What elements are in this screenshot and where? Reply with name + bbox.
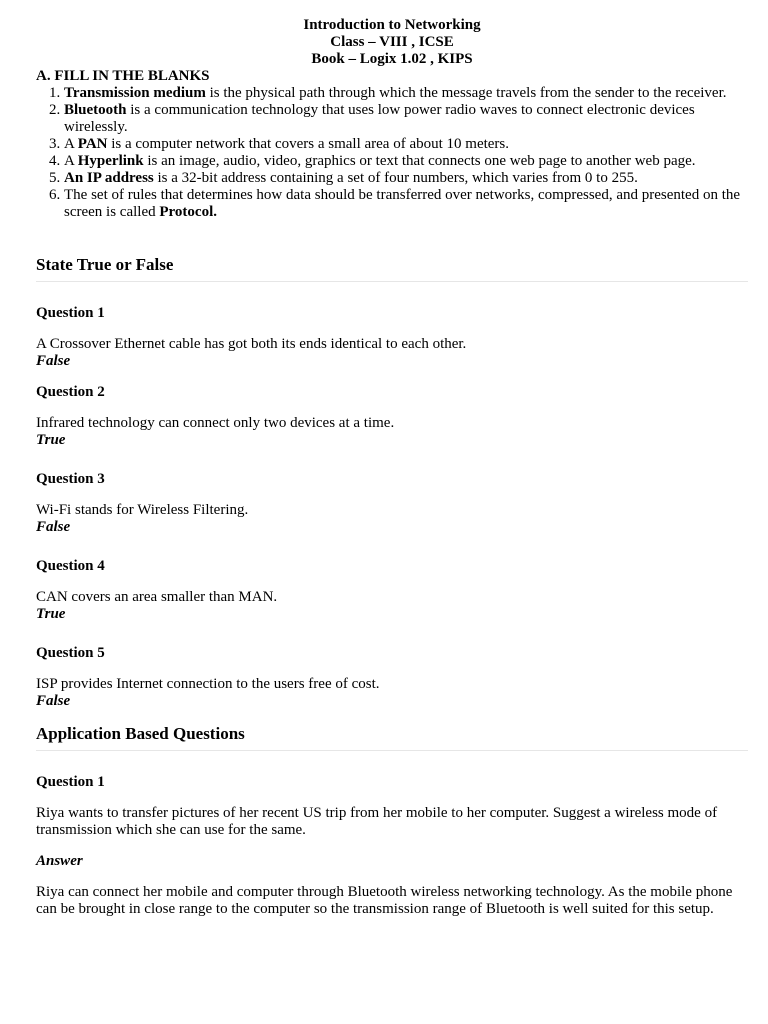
item-post: is a communication technology that uses low power radio waves to connect electronic devices wirelessly. — [64, 102, 695, 135]
question-text: ISP provides Internet connection to the users free of cost. — [36, 676, 380, 692]
true-false-heading: State True or False — [36, 255, 748, 282]
tf-question-5 — [36, 645, 748, 710]
header-class: Class – VIII , ICSE — [330, 34, 454, 50]
answer-label: Answer — [36, 853, 83, 869]
item-answer: Transmission medium — [64, 85, 206, 101]
fill-blanks-list — [36, 85, 748, 221]
app-question-1 — [36, 774, 748, 918]
question-label: Question 5 — [36, 645, 105, 661]
list-item — [64, 170, 748, 187]
item-answer: Protocol. — [159, 204, 217, 220]
tf-question-1 — [36, 305, 748, 370]
question-text: Infrared technology can connect only two devices at a time. — [36, 415, 395, 431]
tf-question-2 — [36, 384, 748, 449]
item-answer: An IP address — [64, 170, 154, 186]
item-pre: A — [64, 153, 78, 169]
question-text: Wi-Fi stands for Wireless Filtering. — [36, 502, 249, 518]
item-answer: PAN — [77, 136, 108, 152]
list-item — [64, 85, 748, 102]
item-post: is an image, audio, video, graphics or text that connects one web page to another web page. — [143, 153, 696, 169]
fill-blanks-heading: A. FILL IN THE BLANKS — [36, 68, 210, 84]
item-post: is a 32-bit address containing a set of four numbers, which varies from 0 to 255. — [153, 170, 638, 186]
question-answer: False — [36, 353, 71, 369]
list-item — [64, 136, 748, 153]
question-text: CAN covers an area smaller than MAN. — [36, 589, 278, 605]
question-label: Question 4 — [36, 558, 105, 574]
application-heading: Application Based Questions — [36, 724, 748, 751]
question-answer: True — [36, 606, 66, 622]
header-title: Introduction to Networking — [303, 17, 481, 33]
question-answer: True — [36, 432, 66, 448]
question-label: Question 1 — [36, 774, 105, 790]
question-label: Question 2 — [36, 384, 105, 400]
question-answer: False — [36, 693, 71, 709]
item-pre: A — [64, 136, 78, 152]
item-answer: Bluetooth — [64, 102, 127, 118]
item-pre: The set of rules that determines how data should be transferred over networks, compressed, and presented on the screen is called — [64, 187, 741, 220]
item-post: is a computer network that covers a small area of about 10 meters. — [107, 136, 510, 152]
tf-question-3 — [36, 471, 748, 536]
list-item — [64, 102, 748, 136]
question-text: A Crossover Ethernet cable has got both its ends identical to each other. — [36, 336, 467, 352]
answer-text: Riya can connect her mobile and computer through Bluetooth wireless networking technology. As the mobile phone can be brought in close range to the computer so the transmission range of Bluetooth is well suited for this setup. — [36, 884, 733, 917]
question-label: Question 3 — [36, 471, 105, 487]
question-text: Riya wants to transfer pictures of her recent US trip from her mobile to her computer. Suggest a wireless mode of transmission which she can use for the same. — [36, 805, 718, 838]
list-item — [64, 153, 748, 170]
header-book: Book – Logix 1.02 , KIPS — [311, 51, 473, 67]
question-answer: False — [36, 519, 71, 535]
document-page — [36, 17, 748, 918]
item-answer: Hyperlink — [77, 153, 144, 169]
list-item — [64, 187, 748, 221]
document-header — [36, 17, 748, 68]
item-post: is the physical path through which the message travels from the sender to the receiver. — [205, 85, 727, 101]
question-label: Question 1 — [36, 305, 105, 321]
tf-question-4 — [36, 558, 748, 623]
